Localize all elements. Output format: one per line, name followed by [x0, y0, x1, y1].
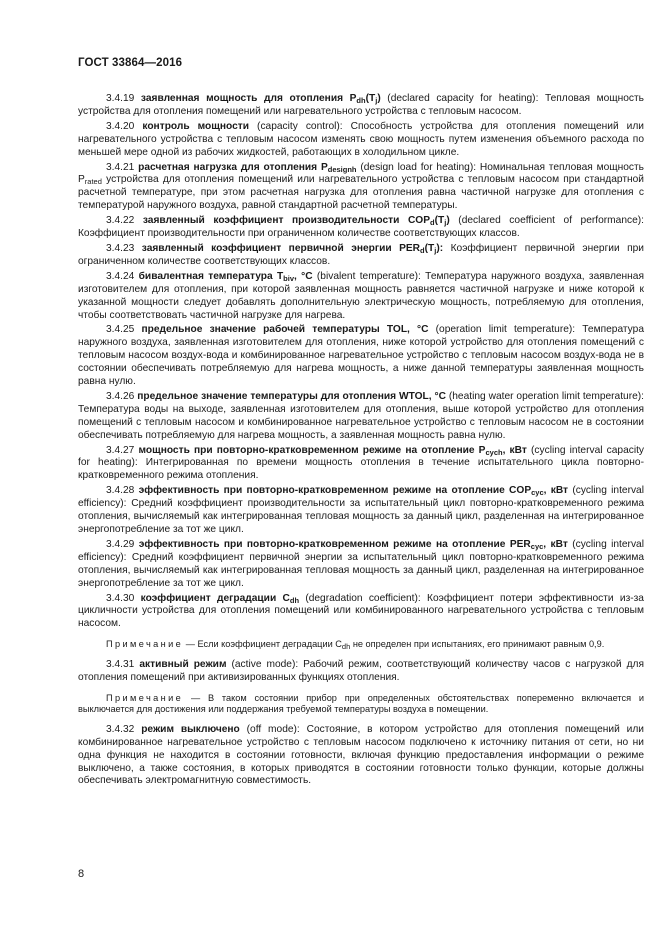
document-body — [78, 93, 644, 790]
clause-number: 3.4.24 — [106, 270, 135, 282]
clause-definition: Коэффициент первичной энергии при ограниченном количестве соответствующих классов. — [78, 242, 644, 267]
note-dash: — — [185, 639, 195, 650]
clause-3-4-31 — [78, 659, 644, 685]
clause-definition-cont: устройства для отопления помещений или нагревательного устройства с тепловым насосом при стандартной расчетной температуре, при этом расчетная нагрузка для отопления равна частичной нагрузке для отопления с температурой наружного воздуха, равной стандартной расчетной температуры. — [78, 174, 644, 212]
clause-definition: (cycling interval efficiency): Средний коэффициент производительности за испытательный цикл повторно-кратковременного режима отопления, вычисляемый как интегрированная тепловая мощность за данный цикл, разделенная на интегрированное энергопотребление за тот же цикл. — [78, 485, 644, 535]
term-subscript: dh — [356, 96, 366, 105]
clause-number: 3.4.32 — [106, 723, 135, 735]
clause-definition: (degradation coefficient): Коэффициент потери эффективности из-за цикличности устройства для отопления помещений или комбинированного нагревательного устройства с тепловым насосом. — [78, 592, 644, 630]
clause-3-4-24 — [78, 271, 644, 323]
clause-term: мощность при повторно-кратковременном режиме на отопление P — [138, 444, 486, 456]
clause-number: 3.4.31 — [106, 658, 135, 670]
note-text-cont: не определен при испытаниях, его принимают равным 0,9. — [352, 639, 605, 650]
clause-definition: (off mode): Состояние, в котором устройство для отопления помещений или комбинированное нагревательное устройство с тепловым насосом подключено к источнику питания от сети, но ни одна функция не находится в состоянии готовности, включая функцию предоставления информации о режиме выключено, а также состояния, в которых приводятся в состоянии готовности только функции, которые должны обеспечивать электромагнитную совместимость. — [78, 723, 644, 787]
clause-3-4-21 — [78, 162, 644, 214]
term-tail-subscript: j — [375, 96, 378, 105]
clause-number: 3.4.23 — [106, 242, 135, 254]
clause-term: эффективность при повторно-кратковременном режиме на отопление COP — [138, 485, 532, 497]
clause-term: коэффициент деградации C — [140, 592, 290, 604]
term-tail-end: , кВт — [502, 444, 527, 456]
clause-3-4-19 — [78, 93, 644, 119]
clause-term: бивалентная температура T — [138, 270, 284, 282]
clause-3-4-25 — [78, 324, 644, 389]
term-subscript: d — [420, 245, 425, 255]
note-label: Примечание — [106, 639, 184, 650]
clause-term: заявленная мощность для отопления P — [140, 93, 357, 104]
term-tail-end: , °C — [294, 270, 313, 282]
term-tail-end: ): — [436, 242, 444, 254]
clause-definition: (design load for heating): Номинальная тепловая мощность P — [78, 161, 644, 186]
clause-3-4-20 — [78, 121, 644, 160]
term-tail-subscript: j — [444, 218, 447, 228]
term-subscript: d — [430, 218, 435, 228]
term-subscript: designh — [327, 164, 357, 174]
term-tail-end: , кВт — [543, 485, 569, 497]
definition-subscript: rated — [84, 177, 102, 187]
clause-definition: (cycling interval efficiency): Средний коэффициент первичной энергии за испытательный цикл повторно-кратковременного режима отопления, вычисляемый как интегрированная тепловая мощность за данный цикл, разделенная на интегрированное энергопотребление за тот же цикл. — [78, 538, 644, 589]
clause-definition: (bivalent temperature): Температура наружного воздуха, заявленная изготовителем для отопления, при которой заявленная мощность равняется частичной нагрузке и ниже которой к указанной мощности следует добавлять дополнительную электрическую мощность, потребляемую для отопления, чтобы соответствовать частичной нагрузке для нагрева. — [78, 270, 644, 321]
clause-3-4-29 — [78, 539, 644, 591]
clause-definition: (declared capacity for heating): Тепловая мощность устройства для отопления помещений или нагревательного устройства с тепловым насосом. — [78, 93, 644, 117]
note-text: Если коэффициент деградации C — [197, 639, 342, 650]
term-tail-subscript: j — [434, 245, 437, 255]
page-number: 8 — [78, 868, 85, 880]
clause-number: 3.4.22 — [106, 215, 135, 227]
clause-number: 3.4.20 — [106, 120, 135, 132]
clause-3-4-32 — [78, 724, 644, 789]
clause-number: 3.4.19 — [106, 93, 135, 104]
clause-term: предельное значение температуры для отопления WTOL, °C — [137, 390, 446, 402]
note-subscript: dh — [341, 642, 351, 652]
note-active-mode — [78, 693, 644, 716]
clause-definition: (capacity control): Способность устройства для отопления помещений или нагревательного устройства с тепловым насосом изменять свою мощность путем изменения объемного расхода по меньшей мере одной из рабочих жидкостей, работающих в холодильном цикле. — [78, 120, 644, 158]
term-subscript: dh — [289, 595, 300, 605]
note-label: Примечание — [106, 692, 184, 703]
clause-term: эффективность при повторно-кратковременном режиме на отопление PER — [138, 538, 531, 550]
clause-number: 3.4.27 — [106, 444, 135, 456]
clause-term: режим выключено — [141, 723, 240, 735]
clause-number: 3.4.21 — [106, 161, 135, 173]
clause-number: 3.4.26 — [106, 390, 135, 402]
standard-header: ГОСТ 33864—2016 — [78, 57, 183, 69]
note-degradation — [78, 639, 644, 651]
clause-3-4-27 — [78, 445, 644, 484]
clause-term: расчетная нагрузка для отопления P — [138, 161, 328, 173]
term-subscript: cyc — [530, 541, 544, 551]
clause-definition: (active mode): Рабочий режим, соответствующий количеству часов с нагрузкой для отопления помещений при активизированных функциях отопления. — [78, 658, 645, 683]
term-tail-end: , кВт — [543, 538, 568, 550]
clause-term: контроль мощности — [142, 120, 250, 132]
clause-term: предельное значение рабочей температуры TOL, °C — [141, 324, 429, 336]
clause-number: 3.4.28 — [106, 485, 135, 497]
term-subscript: cych — [485, 447, 503, 457]
clause-definition: (operation limit temperature): Температура наружного воздуха, заявленная изготовителем для отопления, ниже которой устройство для отопления помещений с тепловым насосом воздух-вода и комбинированное нагревательное устройство с тепловым насосом воздух-вода не в состоянии обеспечивать потребляемую для нагрева мощность, а ниже данной температуры заявленная мощность равна нулю. — [78, 324, 644, 388]
clause-3-4-22 — [78, 215, 644, 241]
term-subscript: biv — [283, 273, 295, 283]
clause-number: 3.4.29 — [106, 538, 135, 550]
clause-definition: (declared coefficient of performance): Коэффициент производительности при ограниченном количестве соответствующих классов. — [78, 215, 644, 240]
clause-3-4-30 — [78, 593, 644, 632]
clause-definition: (heating water operation limit temperature): Температура воды на выходе, заявленная изготовителем для отопления, выше которой устройство для отопления помещений с тепловым насосом и комбинированное нагревательное устройство с тепловым насосом не в состоянии обеспечивать потребляемую для нагрева мощность, а заявленная мощность равна нулю. — [78, 390, 644, 441]
clause-term: активный режим — [139, 658, 227, 670]
clause-definition: (cycling interval capacity for heating): Интегрированная по времени мощность отопления в течение испытательного цикла повторно-кратковременного режима отопления. — [78, 444, 645, 482]
term-tail: (T — [434, 215, 445, 227]
term-tail: (T — [424, 242, 435, 254]
clause-number: 3.4.25 — [106, 324, 135, 336]
clause-3-4-26 — [78, 391, 644, 443]
term-tail: (T — [365, 93, 376, 104]
clause-3-4-23 — [78, 243, 644, 269]
clause-term: заявленный коэффициент первичной энергии PER — [141, 242, 421, 254]
note-dash: — — [191, 692, 201, 703]
note-text: В таком состоянии прибор при определенных обстоятельствах попеременно включается и выключается для достижения или поддержания требуемой температуры воздуха в помещении. — [78, 692, 645, 715]
clause-number: 3.4.30 — [106, 592, 135, 604]
clause-3-4-28 — [78, 485, 644, 537]
term-tail-end: ) — [446, 215, 450, 227]
term-subscript: cyc — [531, 488, 544, 498]
clause-term: заявленный коэффициент производительности COP — [142, 215, 431, 227]
term-tail-end: ) — [377, 93, 381, 104]
